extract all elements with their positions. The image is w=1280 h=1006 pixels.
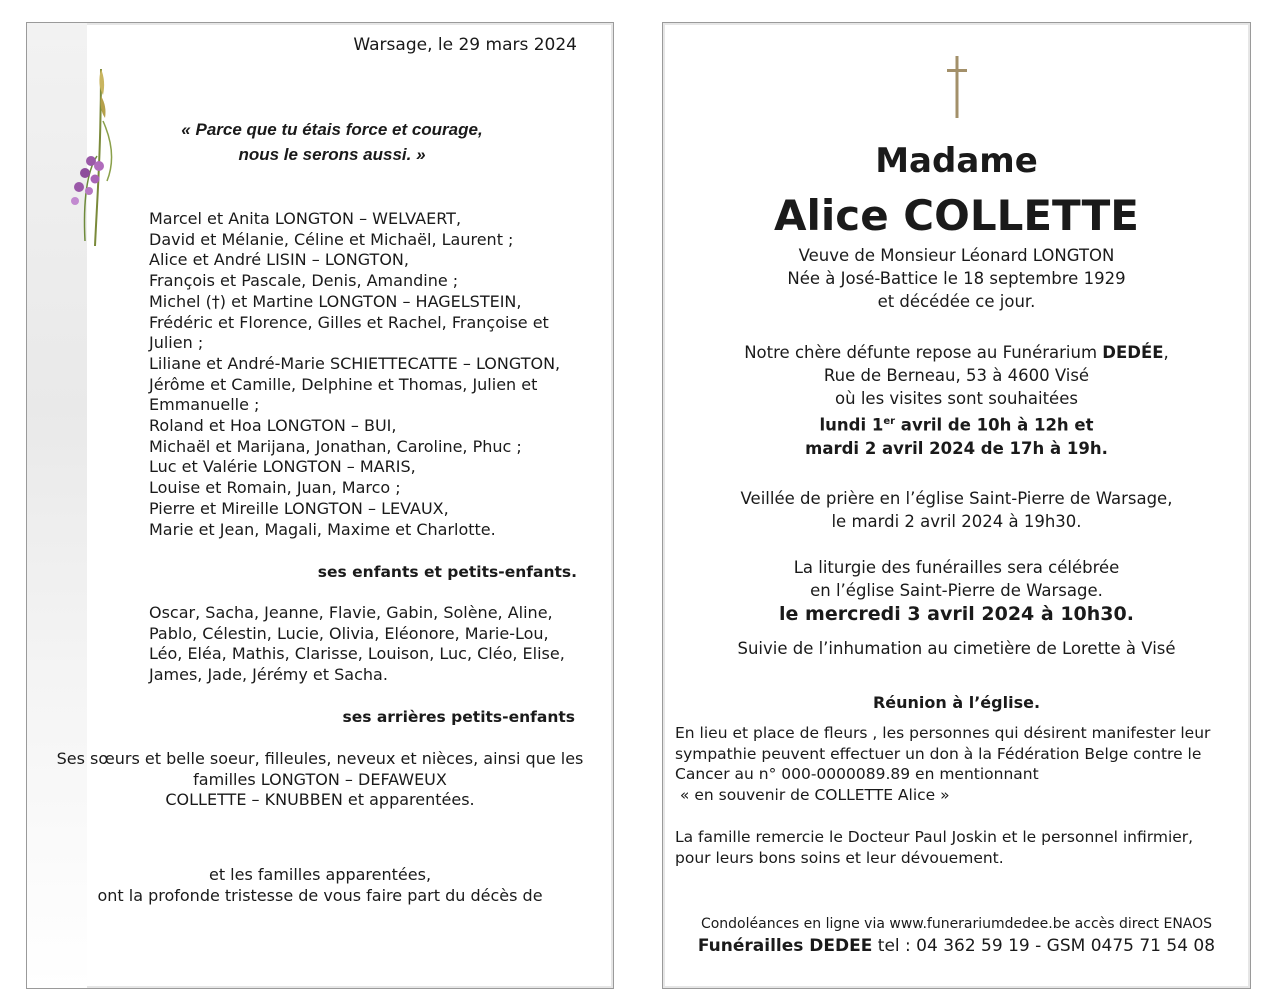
funeral-home-contact: tel : 04 362 59 19 - GSM 0475 71 54 08 [872, 936, 1216, 956]
great-grandchildren-line: Oscar, Sacha, Jeanne, Flavie, Gabin, Solène, Aline, [149, 603, 553, 622]
siblings-line: Ses sœurs et belle soeur, filleules, neveux et nièces, ainsi que les [56, 749, 584, 768]
date-line: Warsage, le 29 mars 2024 [353, 35, 577, 55]
family-line: David et Mélanie, Céline et Michaël, Laurent ; [149, 229, 514, 249]
great-grandchildren-line: James, Jade, Jérémy et Sacha. [149, 665, 388, 685]
family-line: Marcel et Anita LONGTON – WELVAERT, [149, 209, 462, 228]
liturgy-block [663, 556, 1250, 602]
family-line: Michaël et Marijana, Jonathan, Caroline, Phuc ; [149, 436, 522, 456]
quote-line: nous le serons aussi. » [238, 145, 426, 164]
liturgy-line: en l’église Saint-Pierre de Warsage. [810, 581, 1103, 600]
donation-line: Cancer au n° 000-0000089.89 en mentionnant [675, 765, 1039, 784]
bio-line: Née à José-Battice le 18 septembre 1929 [787, 269, 1126, 288]
liturgy-line: La liturgie des funérailles sera célébrée [793, 558, 1120, 577]
visit-day: lundi 1 [819, 415, 884, 435]
siblings-block [27, 749, 613, 811]
closing-line: et les familles apparentées, [208, 865, 432, 884]
children-signature: ses enfants et petits-enfants. [317, 563, 577, 581]
quote [87, 117, 577, 167]
repose-line [663, 341, 1250, 364]
family-line: Jérôme et Camille, Delphine et Thomas, Julien et [149, 374, 538, 394]
repose-visits: où les visites sont souhaitées [835, 389, 1078, 408]
closing-block [27, 865, 613, 906]
family-line: Marie et Jean, Magali, Maxime et Charlotte. [149, 519, 496, 539]
family-line: Emmanuelle ; [149, 395, 260, 415]
latin-cross-icon [947, 56, 967, 118]
bio-block [663, 244, 1250, 313]
funeral-date: le mercredi 3 avril 2024 à 10h30. [779, 603, 1134, 625]
right-page [662, 22, 1251, 989]
left-page [26, 22, 614, 989]
thanks-line: pour leurs bons soins et leur dévouement. [675, 848, 1004, 867]
repose-address: Rue de Berneau, 53 à 4600 Visé [823, 366, 1090, 385]
donation-line: En lieu et place de fleurs , les personnes qui désirent manifester leur [675, 724, 1211, 742]
vigil-block [663, 487, 1250, 533]
repose-block [663, 341, 1250, 460]
great-grandchildren-list [149, 603, 589, 686]
visit-hours: avril de 10h à 12h et [895, 415, 1094, 435]
family-line: Louise et Romain, Juan, Marco ; [149, 478, 401, 498]
great-grandchildren-line: Léo, Eléa, Mathis, Clarisse, Louison, Luc, Cléo, Elise, [149, 644, 565, 664]
donation-block [675, 723, 1245, 806]
repose-comma: , [1163, 343, 1169, 362]
family-line: Michel (†) et Martine LONGTON – HAGELSTEIN, [149, 291, 522, 311]
funeral-home-footer [663, 936, 1250, 956]
visit-time-1 [663, 410, 1250, 437]
repose-text: Notre chère défunte repose au Funérarium [744, 343, 1103, 362]
siblings-line: COLLETTE – KNUBBEN et apparentées. [165, 790, 475, 810]
visit-ordinal: er [883, 416, 896, 427]
family-line: Liliane et André-Marie SCHIETTECATTE – LONGTON, [149, 353, 561, 373]
great-grandchildren-signature: ses arrières petits-enfants [342, 708, 575, 726]
siblings-line: familles LONGTON – DEFAWEUX [193, 769, 447, 789]
funeral-home-name: DEDÉE [1102, 343, 1164, 362]
family-list [149, 209, 589, 540]
bio-line: et décédée ce jour. [877, 292, 1036, 311]
family-line: Roland et Hoa LONGTON – BUI, [149, 416, 397, 436]
family-line: Julien ; [149, 333, 204, 353]
visit-time-2: mardi 2 avril 2024 de 17h à 19h. [805, 438, 1108, 458]
thanks-line: La famille remercie le Docteur Paul Joskin et le personnel infirmier, [675, 828, 1194, 846]
condolences-line: Condoléances en ligne via www.funerariumdedee.be accès direct ENAOS [700, 916, 1213, 932]
reunion-line: Réunion à l’église. [872, 693, 1041, 712]
vigil-line: le mardi 2 avril 2024 à 19h30. [831, 512, 1082, 531]
vigil-line: Veillée de prière en l’église Saint-Pierre de Warsage, [740, 489, 1173, 508]
honorific-title: Madame [875, 141, 1038, 181]
thanks-block [675, 827, 1245, 868]
family-line: Alice et André LISIN – LONGTON, [149, 250, 409, 270]
closing-line: ont la profonde tristesse de vous faire part du décès de [97, 885, 543, 905]
bio-line: Veuve de Monsieur Léonard LONGTON [798, 246, 1115, 265]
family-line: Pierre et Mireille LONGTON – LEVAUX, [149, 498, 449, 518]
donation-line: sympathie peuvent effectuer un don à la Fédération Belge contre le [675, 744, 1202, 763]
family-line: François et Pascale, Denis, Amandine ; [149, 271, 459, 291]
burial-line: Suivie de l’inhumation au cimetière de Lorette à Visé [737, 639, 1176, 658]
funeral-home-label: Funérailles DEDEE [697, 936, 873, 956]
donation-line: « en souvenir de COLLETTE Alice » [675, 786, 950, 805]
family-line: Frédéric et Florence, Gilles et Rachel, Françoise et [149, 312, 549, 332]
quote-line: « Parce que tu étais force et courage, [181, 120, 483, 139]
family-line: Luc et Valérie LONGTON – MARIS, [149, 457, 416, 477]
deceased-name: Alice COLLETTE [774, 191, 1139, 240]
great-grandchildren-line: Pablo, Célestin, Lucie, Olivia, Eléonore, Marie-Lou, [149, 623, 549, 643]
